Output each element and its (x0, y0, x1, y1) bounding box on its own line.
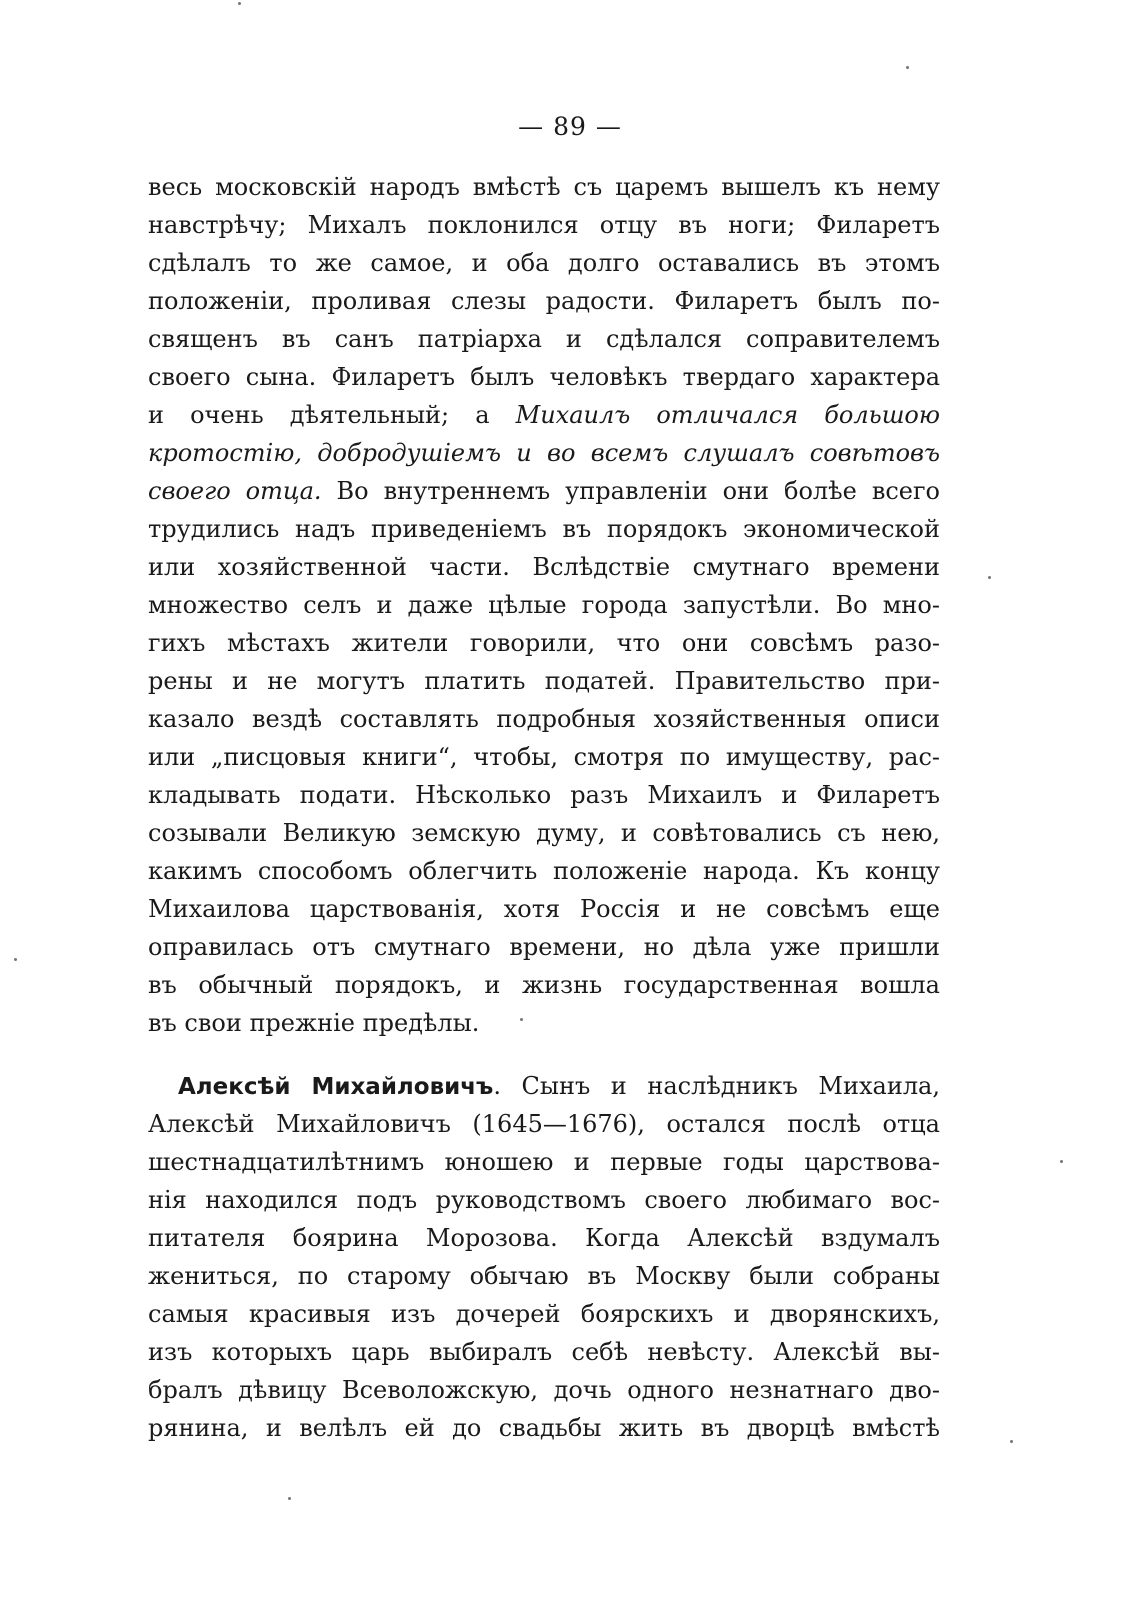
italic-line: кротостію, добродушіемъ и во всемъ слушалъ совѣтовъ (148, 439, 940, 467)
text-line: рены и не могутъ платить податей. Правительство при- (148, 667, 940, 695)
text-line: кладывать подати. Нѣсколько разъ Михаилъ и Филаретъ (148, 781, 940, 809)
scan-speck (14, 958, 17, 961)
text-run: . Сынъ и наслѣдникъ Михаила, (493, 1072, 940, 1100)
text-line: или хозяйственной части. Вслѣдствіе смутнаго времени (148, 553, 940, 581)
text-line (148, 472, 940, 510)
paragraph-alexei (148, 1067, 940, 1447)
page-number: — 89 — (518, 112, 622, 141)
text-line: оправилась отъ смутнаго времени, но дѣла уже пришли (148, 933, 940, 961)
text-line: Михаилова царствованія, хотя Россія и не совсѣмъ еще (148, 895, 940, 923)
text-line: множество селъ и даже цѣлые города запустѣли. Во мно- (148, 591, 940, 619)
scan-speck (288, 1497, 291, 1500)
text-run: и очень дѣятельный; а (148, 401, 516, 429)
text-line: жениться, по старому обычаю въ Москву были собраны (148, 1262, 940, 1290)
text-line: священъ въ санъ патріарха и сдѣлался соправителемъ (148, 325, 940, 353)
scan-speck (1060, 1160, 1063, 1163)
text-line (148, 1067, 940, 1105)
text-line: бралъ дѣвицу Всеволожскую, дочь одного незнатнаго дво- (148, 1376, 940, 1404)
text-line: самыя красивыя изъ дочерей боярскихъ и дворянскихъ, (148, 1300, 940, 1328)
text-line: въ свои прежніе предѣлы. (148, 1009, 480, 1037)
text-line: или „писцовыя книги“, чтобы, смотря по имуществу, рас- (148, 743, 940, 771)
paragraph-michael-filaret (148, 168, 940, 1042)
text-line: Алексѣй Михайловичъ (1645—1676), остался послѣ отца (148, 1110, 940, 1138)
text-line: весь московскій народъ вмѣстѣ съ царемъ вышелъ къ нему (148, 173, 940, 201)
text-line: навстрѣчу; Михалъ поклонился отцу въ ноги; Филаретъ (148, 211, 940, 239)
text-line: трудились надъ приведеніемъ въ порядокъ экономической (148, 515, 940, 543)
text-run: Во внутреннемъ управленіи они болѣе всего (321, 477, 940, 505)
text-line: казало вездѣ составлять подробныя хозяйственныя описи (148, 705, 940, 733)
text-line: гихъ мѣстахъ жители говорили, что они совсѣмъ разо- (148, 629, 940, 657)
scan-speck (988, 576, 991, 579)
scan-speck (1010, 1440, 1013, 1443)
text-line: питателя боярина Морозова. Когда Алексѣй вздумалъ (148, 1224, 940, 1252)
scan-speck (238, 2, 241, 5)
italic-emphasis: своего отца. (148, 477, 322, 505)
text-line: какимъ способомъ облегчить положеніе народа. Къ концу (148, 857, 940, 885)
section-heading: Алексѣй Михайловичъ (178, 1074, 494, 1100)
text-line: положеніи, проливая слезы радости. Филаретъ былъ по- (148, 287, 940, 315)
text-line: сдѣлалъ то же самое, и оба долго оставались въ этомъ (148, 249, 940, 277)
text-line: созывали Великую земскую думу, и совѣтовались съ нею, (148, 819, 940, 847)
italic-emphasis: Михаилъ отличался большою (515, 401, 940, 429)
scan-speck (520, 1018, 523, 1021)
text-line: шестнадцатилѣтнимъ юношею и первые годы царствова- (148, 1148, 940, 1176)
scan-speck (906, 66, 909, 69)
text-line: рянина, и велѣлъ ей до свадьбы жить въ дворцѣ вмѣстѣ (148, 1414, 940, 1442)
text-line: изъ которыхъ царь выбиралъ себѣ невѣсту. Алексѣй вы- (148, 1338, 940, 1366)
text-line: въ обычный порядокъ, и жизнь государственная вошла (148, 971, 940, 999)
text-line: своего сына. Филаретъ былъ человѣкъ твердаго характера (148, 363, 940, 391)
text-line (148, 396, 940, 434)
text-line: нія находился подъ руководствомъ своего любимаго вос- (148, 1186, 940, 1214)
